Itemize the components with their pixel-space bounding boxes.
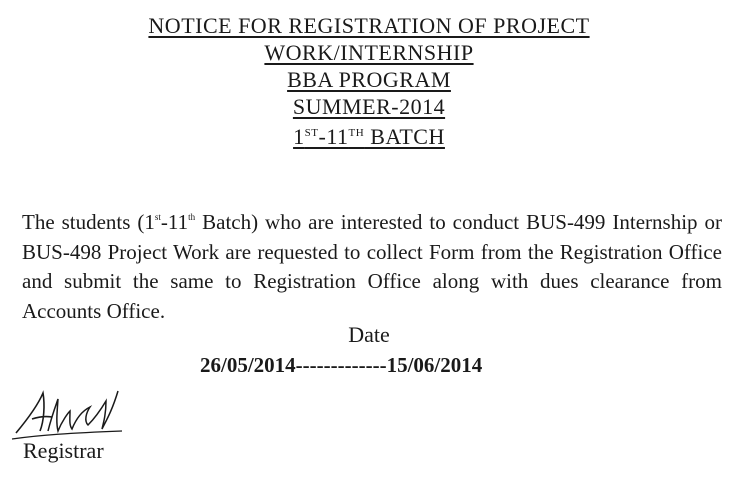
signature-icon — [10, 383, 128, 445]
title-line-3: BBA PROGRAM — [287, 67, 451, 92]
title-line-4: SUMMER-2014 — [292, 94, 446, 119]
registrar-label: Registrar — [23, 438, 104, 463]
batch-sep: -11 — [318, 124, 349, 149]
notice-heading — [0, 12, 738, 150]
batch-first: 1 — [293, 124, 305, 149]
date-range: 26/05/2014-------------15/06/2014 — [200, 353, 483, 377]
batch-first-sup: ST — [304, 127, 319, 139]
date-label: Date — [348, 322, 390, 347]
batch-word: BATCH — [364, 124, 445, 149]
title-line-2: WORK/INTERNSHIP — [264, 40, 474, 65]
notice-body: The students (1st-11th Batch) who are interested to conduct BUS-499 Internship or BUS-498 Project Work are requested to collect Form from the Registration Office and submit the same to Registration Office along with dues clearance from Accounts Office. — [22, 210, 722, 323]
title-line-1: NOTICE FOR REGISTRATION OF PROJECT — [148, 13, 590, 38]
batch-line — [0, 120, 738, 150]
batch-last-sup: TH — [348, 127, 365, 139]
